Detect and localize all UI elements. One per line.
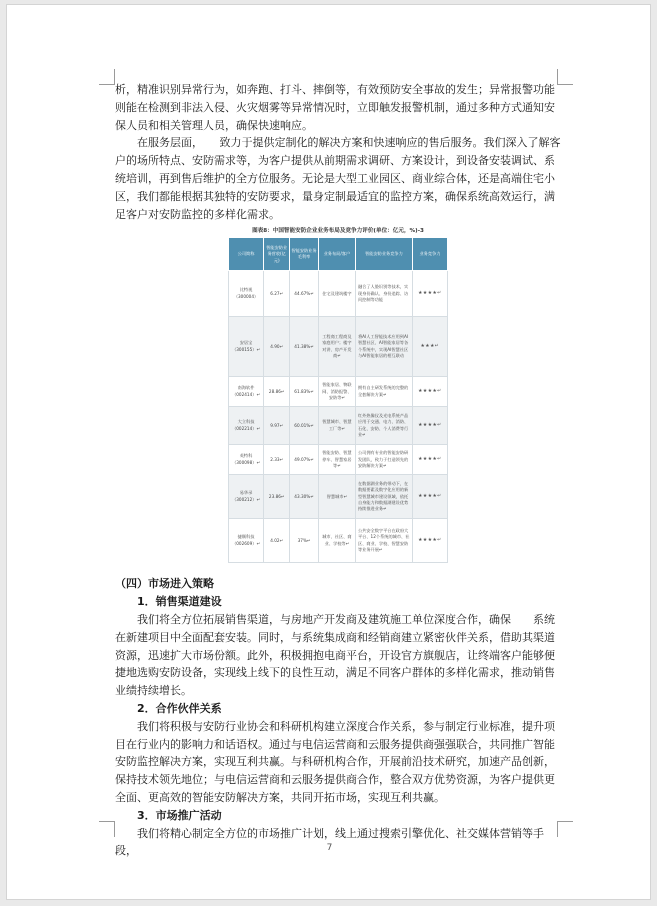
margin-mark-top-left (99, 69, 115, 85)
subheading-promotion: 3．市场推广活动 (137, 808, 222, 822)
paragraph-service: 在服务层面， 致力于提供定制化的解决方案和快速响应的售后服务。我们深入了解客户的场所特点、安防需求等，为客户提供从前期需求调研、方案设计，到设备安装调试、系统培训，再到售后维护的全方位服务。无论是大型工业园区、商业综合体，还是高端住宅小区，我们都能根据其独特的安防要求，量身定制最适宜的监控方案，确保系统高效运行，满足客户对安防监控的多样化需求。 (115, 136, 561, 221)
page-number: 7 (326, 843, 333, 853)
cell-competition: 公共安全数字平台在政府大平台、12个系统的城市、社区、商业、学校、智慧安防等业务开展↵ (355, 519, 412, 563)
document-page (6, 4, 651, 900)
cell-company: 易华录 （300212）↵ (229, 475, 264, 519)
cell-rating: ★★★★↵ (412, 407, 447, 445)
cell-margin: 60.01%↵ (290, 407, 318, 445)
table-header-cell: 公司简称 (229, 238, 264, 271)
paragraph-promotion: 我们将精心制定全方位的市场推广计划，线上通过搜索引擎优化、社交媒体营销等手段， (115, 826, 544, 858)
cell-margin: 41.38%↵ (290, 317, 318, 377)
cell-company: 南海软件 （002414）↵ (229, 377, 264, 407)
subheading-partnerships: 2．合作伙伴关系 (137, 701, 222, 715)
table-row (229, 519, 448, 563)
margin-mark-bottom-left (99, 821, 115, 837)
cell-revenue: 4.02↵ (264, 519, 290, 563)
table-row (229, 475, 448, 519)
cell-company: 比特视 （300004） (229, 271, 264, 317)
table-row (229, 377, 448, 407)
table-row (229, 445, 448, 475)
cell-rating: ★★★★↵ (412, 519, 447, 563)
paragraph-continued: 析，精准识别异常行为，如奔跑、打斗、摔倒等，有效预防安全事故的发生；异常报警功能则能在检测到非法入侵、火灾烟雾等异常情况时，立即触发报警机制，通过多种方式通知安保人员和相关管理人员，确保快速响应。 (115, 83, 555, 132)
table-header-cell: 业务布局/客户 (318, 238, 355, 271)
section-heading-market-entry: （四）市场进入策略 (115, 577, 214, 591)
table-row (229, 317, 448, 377)
page-content (115, 81, 561, 860)
cell-company: 捷顺科技 （002609）↵ (229, 519, 264, 563)
cell-layout: 智慧城市、智慧工厂等↵ (318, 407, 355, 445)
cell-rating: ★★★★↵ (412, 271, 447, 317)
cell-layout: 智能家居、物联网、消防报警、安防等↵ (318, 377, 355, 407)
subheading-sales-channels: 1．销售渠道建设 (137, 595, 222, 609)
cell-layout: 住宅及建筑楼宇 (318, 271, 355, 317)
cell-layout: 城市、社区、商业、学校等↵ (318, 519, 355, 563)
cell-rating: ★★★★↵ (412, 377, 447, 407)
cell-margin: 43.30%↵ (290, 475, 318, 519)
cell-competition: 拥有自主研发系统的完整的全套解决方案↵ (355, 377, 412, 407)
table-row (229, 407, 448, 445)
figure-caption: 图表8：中国智能安防企业业务布局及竞争力评价(单位：亿元，%)-3 (252, 228, 424, 235)
paragraph-partnerships: 我们将积极与安防行业协会和科研机构建立深度合作关系，参与制定行业标准，提升项目在行业内的影响力和话语权。通过与电信运营商和云服务提供商强强联合，共同推广智能安防监控解决方案，实现互利共赢。与科研机构合作，开展前沿技术研究，加速产品创新，保持技术领先地位；与电信运营商和云服务提供商合作，整合双方优势资源，为客户提供更全面、更高效的智能安防解决方案，共同开拓市场，实现互利共赢。 (115, 719, 555, 804)
cell-rating: ★★★★↵ (412, 475, 447, 519)
cell-margin: 44.67%↵ (290, 271, 318, 317)
table-header-row (229, 238, 448, 271)
cell-rating: ★★★★↵ (412, 445, 447, 475)
table-header-cell: 智能安防业务毛利率 (290, 238, 318, 271)
cell-company: 安居宝 （300155）↵ (229, 317, 264, 377)
cell-layout: 智慧城市↵ (318, 475, 355, 519)
cell-margin: 49.07%↵ (290, 445, 318, 475)
figure-table-wrap (115, 237, 561, 563)
cell-layout: 智能安防、智慧停车、智慧家居等↵ (318, 445, 355, 475)
competition-table (228, 237, 448, 563)
cell-revenue: 2.33↵ (264, 445, 290, 475)
cell-revenue: 4.90↵ (264, 317, 290, 377)
table-header-cell: 智能安防业务竞争力 (355, 238, 412, 271)
cell-layout: 工程商工程商及家庭用户；楼宇对讲、房产开发商↵ (318, 317, 355, 377)
cell-company: 大立科技 （002214）↵ (229, 407, 264, 445)
cell-revenue: 6.27↵ (264, 271, 290, 317)
cell-margin: 61.83%↵ (290, 377, 318, 407)
cell-competition: 红外热像仪及光电系统产品应用于交通、电力、消防、石化、安防、个人消费等行业↵ (355, 407, 412, 445)
cell-revenue: 28.86↵ (264, 377, 290, 407)
cell-competition: 在数据湖业务的带动下，在数据要素及数字化应用的新型智慧城市建设领域，依托自身能力和数据湖建设优势持续推进业务↵ (355, 475, 412, 519)
cell-competition: 融合了人脸识别等技术，实现身份确认、身份追踪、访问控制等功能 (355, 271, 412, 317)
cell-competition: 将AI人工智能技术应用到AI智慧社区、AI智能家居等各个系统中，实现AI智慧社区与AI智能家居的相互联动 (355, 317, 412, 377)
cell-company: 英特科 （300098）↵ (229, 445, 264, 475)
cell-revenue: 9.97↵ (264, 407, 290, 445)
cell-margin: 37%↵ (290, 519, 318, 563)
cell-revenue: 23.86↵ (264, 475, 290, 519)
table-row (229, 271, 448, 317)
table-header-cell: 业务竞争力 (412, 238, 447, 271)
table-header-cell: 智能安防业务营收(亿元) (264, 238, 290, 271)
paragraph-sales-channels: 我们将全方位拓展销售渠道，与房地产开发商及建筑施工单位深度合作，确保 系统在新建项目中全面配套安装。同时，与系统集成商和经销商建立紧密伙伴关系，借助其渠道资源，迅速扩大市场份额。此外，积极拥抱电商平台，开设官方旗舰店，让终端客户能够便捷地选购安防设备，实现线上线下的良性互动，满足不同客户群体的多样化需求，推动销售业绩持续增长。 (115, 612, 555, 698)
cell-competition: 公司拥有专业的智能安防研发团队，致力于打造领先的安防解决方案↵ (355, 445, 412, 475)
cell-rating: ★★★↵ (412, 317, 447, 377)
